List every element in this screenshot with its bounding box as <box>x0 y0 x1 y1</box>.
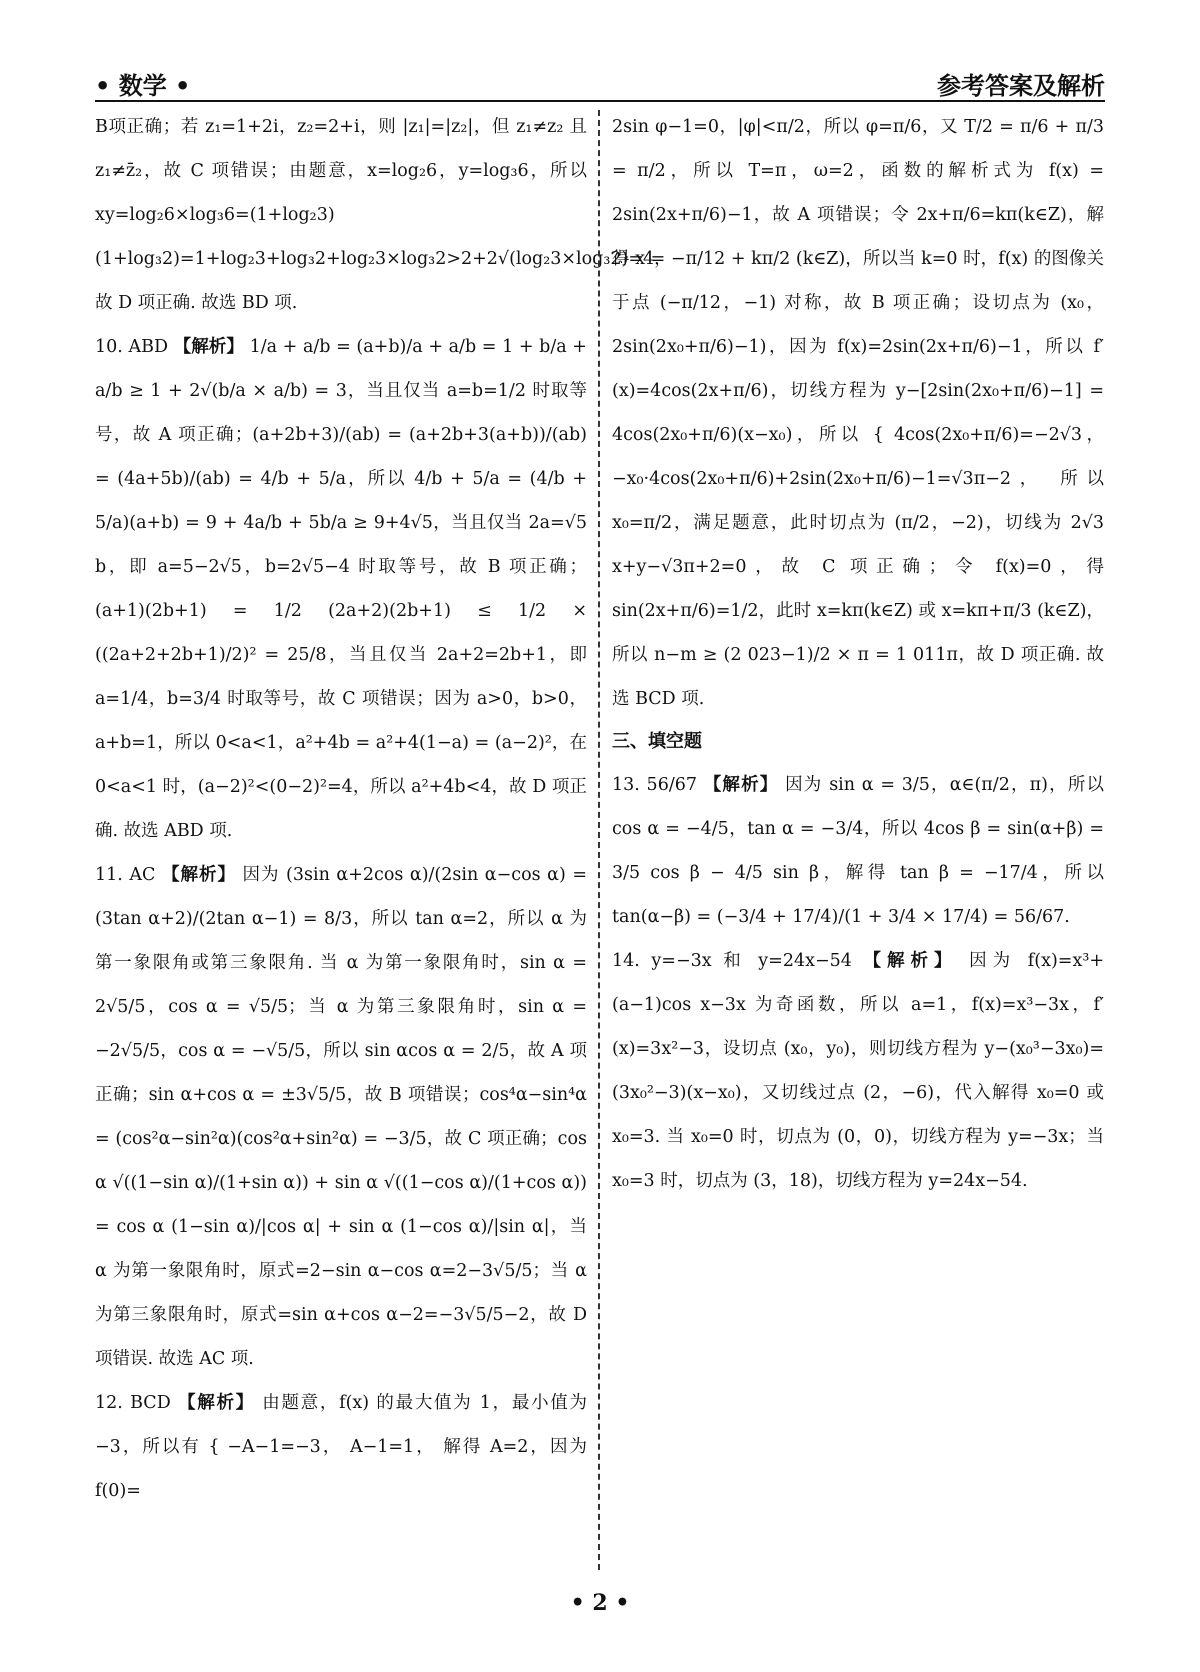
answer-14-text: 因为 f(x)=x³+(a−1)cos x−3x 为奇函数，所以 a=1，f(x)=x³−3x，f′(x)=3x²−3，设切点 (x₀，y₀)，则切线方程为 y−(x₀³−3x₀)=(3x₀²−3)(x−x₀)，又切线过点 (2，−6)，代入解得 x₀=0 或 x₀=3. 当 x₀=0 时，切点为 (0，0)，切线方程为 y=−3x；当 x₀=3 时，切点为 (3，18)，切线方程为 y=24x−54. <box>612 951 1104 1191</box>
analysis-tag: 【解析】 <box>703 775 779 795</box>
answer-10-number: 10. ABD <box>95 337 168 357</box>
answer-11 <box>95 853 587 1381</box>
answer-10-text: 1/a + a/b = (a+b)/a + a/b = 1 + b/a + a/b ≥ 1 + 2√(b/a × a/b) = 3，当且仅当 a=b=1/2 时取等号，故 A 项正确；(a+2b+3)/(ab) = (a+2b+3(a+b))/(ab) = (4a+5b)/(ab) = 4/b + 5/a，所以 4/b + 5/a = (4/b + 5/a)(a+b) = 9 + 4a/b + 5b/a ≥ 9+4√5，当且仅当 2a=√5 b，即 a=5−2√5，b=2√5−4 时取等号，故 B 项正确；(a+1)(2b+1) = 1/2 (2a+2)(2b+1) ≤ 1/2 × ((2a+2+2b+1)/2)² = 25/8，当且仅当 2a+2=2b+1，即 a=1/4，b=3/4 时取等号，故 C 项错误；因为 a>0，b>0，a+b=1，所以 0<a<1，a²+4b = a²+4(1−a) = (a−2)²，在 0<a<1 时，(a−2)²<(0−2)²=4，所以 a²+4b<4，故 D 项正确. 故选 ABD 项. <box>95 337 587 841</box>
answer-13-number: 13. 56/67 <box>612 775 697 795</box>
analysis-tag: 【解析】 <box>863 951 958 971</box>
page-number: • 2 • <box>570 1590 630 1616</box>
answer-10 <box>95 325 587 853</box>
answer-12-continuation: 2sin φ−1=0，|φ|<π/2，所以 φ=π/6，又 T/2 = π/6 + π/3 = π/2，所以 T=π，ω=2，函数的解析式为 f(x) = 2sin(2x+π/6)−1，故 A 项错误；令 2x+π/6=kπ(k∈Z)，解得 x = −π/12 + kπ/2 (k∈Z)，所以当 k=0 时，f(x) 的图像关于点 (−π/12，−1) 对称，故 B 项正确；设切点为 (x₀，2sin(2x₀+π/6)−1)，因为 f(x)=2sin(2x+π/6)−1，所以 f′(x)=4cos(2x+π/6)，切线方程为 y−[2sin(2x₀+π/6)−1] = 4cos(2x₀+π/6)(x−x₀)，所以 { 4cos(2x₀+π/6)=−2√3， −x₀·4cos(2x₀+π/6)+2sin(2x₀+π/6)−1=√3π−2， 所以 x₀=π/2，满足题意，此时切点为 (π/2，−2)，切线为 2√3 x+y−√3π+2=0，故 C 项正确；令 f(x)=0，得 sin(2x+π/6)=1/2，此时 x=kπ(k∈Z) 或 x=kπ+π/3 (k∈Z)，所以 n−m ≥ (2 023−1)/2 × π = 1 011π，故 D 项正确. 故选 BCD 项. <box>612 117 1104 709</box>
answer-11-number: 11. AC <box>95 865 156 885</box>
answer-14-number: 14. y=−3x 和 y=24x−54 <box>612 951 852 971</box>
page-header <box>95 66 1105 102</box>
right-column <box>612 105 1104 1565</box>
answer-11-text: 因为 (3sin α+2cos α)/(2sin α−cos α) = (3tan α+2)/(2tan α−1) = 8/3，所以 tan α=2，所以 α 为第一象限角或第三象限角. 当 α 为第一象限角时，sin α = 2√5/5，cos α = √5/5；当 α 为第三象限角时，sin α = −2√5/5，cos α = −√5/5，所以 sin αcos α = 2/5，故 A 项正确；sin α+cos α = ±3√5/5，故 B 项错误；cos⁴α−sin⁴α = (cos²α−sin²α)(cos²α+sin²α) = −3/5，故 C 项正确；cos α √((1−sin α)/(1+sin α)) + sin α √((1−cos α)/(1+cos α)) = cos α (1−sin α)/|cos α| + sin α (1−cos α)/|sin α|，当 α 为第一象限角时，原式=2−sin α−cos α=2−3√5/5；当 α 为第三象限角时，原式=sin α+cos α−2=−3√5/5−2，故 D 项错误. 故选 AC 项. <box>95 865 588 1369</box>
answer-9-continuation: B项正确；若 z₁=1+2i，z₂=2+i，则 |z₁|=|z₂|，但 z₁≠z₂ 且 z₁≠z̄₂，故 C 项错误；由题意，x=log₂6，y=log₃6，所以 xy=log₂6×log₃6=(1+log₂3)(1+log₃2)=1+log₂3+log₃2+log₂3×log₃2>2+2√(log₂3×log₃2)=4，故 D 项正确. 故选 BD 项. <box>95 117 672 313</box>
answer-14 <box>612 939 1104 1203</box>
analysis-tag: 【解析】 <box>161 865 236 885</box>
answer-12-number: 12. BCD <box>95 1393 171 1413</box>
answer-12 <box>95 1381 587 1513</box>
answer-12-text: 由题意，f(x) 的最大值为 1，最小值为 −3，所以有 { −A−1=−3， A−1=1， 解得 A=2，因为 f(0)= <box>95 1393 588 1501</box>
header-title: 参考答案及解析 <box>937 72 1105 100</box>
analysis-tag: 【解析】 <box>173 337 244 357</box>
section-heading: 三、填空题 <box>612 731 702 752</box>
answer-13 <box>612 763 1104 939</box>
subject-label: • 数学 • <box>95 72 191 100</box>
column-divider <box>598 110 600 1570</box>
analysis-tag: 【解析】 <box>178 1393 255 1413</box>
answer-13-text: 因为 sin α = 3/5，α∈(π/2，π)，所以 cos α = −4/5，tan α = −3/4，所以 4cos β = sin(α+β) = 3/5 cos β − 4/5 sin β，解得 tan β = −17/4，所以 tan(α−β) = (−3/4 + 17/4)/(1 + 3/4 × 17/4) = 56/67. <box>612 775 1104 927</box>
